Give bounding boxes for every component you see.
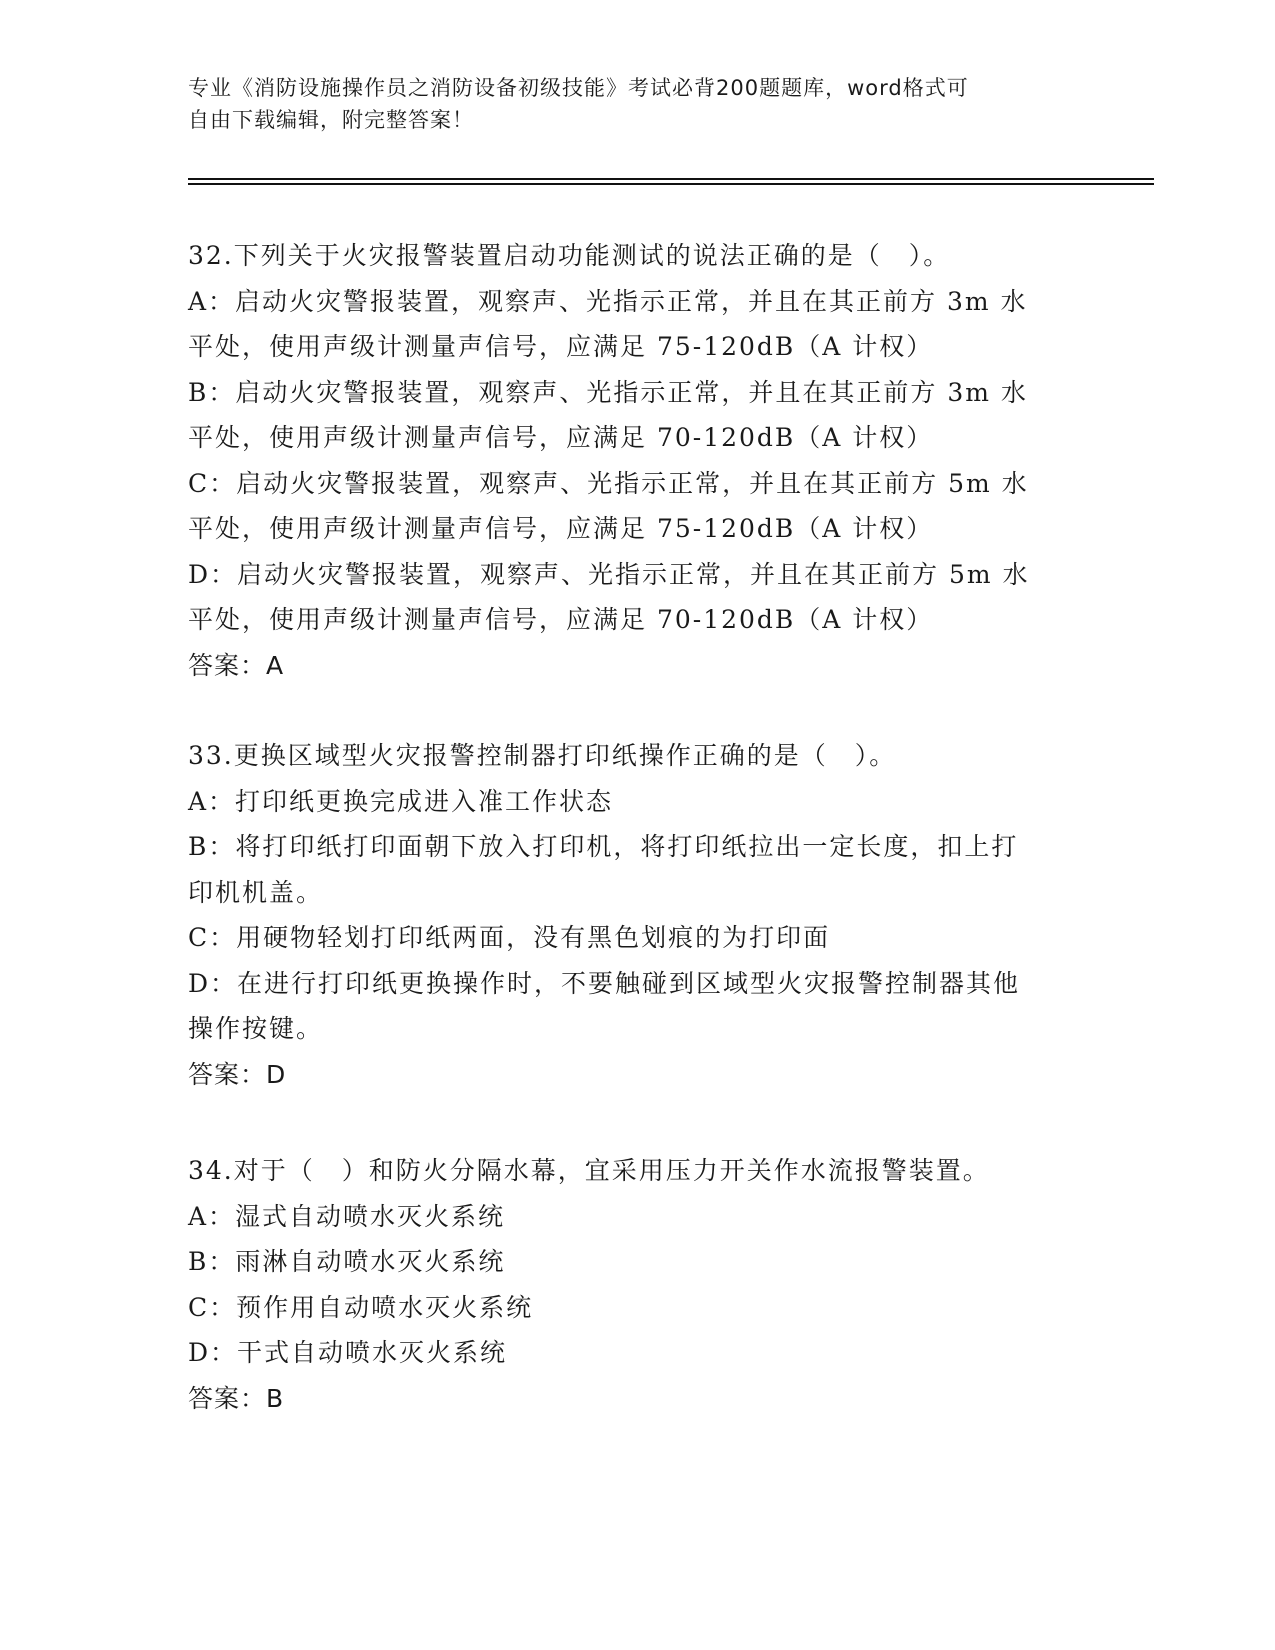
option-b-line-1: B：雨淋自动喷水灭火系统 bbox=[188, 1247, 506, 1276]
option-b-line-1: B：将打印纸打印面朝下放入打印机，将打印纸拉出一定长度，扣上打 bbox=[188, 832, 1019, 861]
option-c-line-1: C：预作用自动喷水灭火系统 bbox=[188, 1292, 534, 1322]
option-a-line-2: 平处，使用声级计测量声信号，应满足 75-120dB（A 计权） bbox=[188, 332, 934, 361]
option-a-line-1: A：启动火灾警报装置，观察声、光指示正常，并且在其正前方 3m 水 bbox=[188, 286, 1028, 316]
header-line-2: 自由下载编辑，附完整答案！ bbox=[188, 108, 474, 132]
option-c-line-1: C：用硬物轻划打印纸两面，没有黑色划痕的为打印面 bbox=[188, 923, 831, 952]
header-divider-top bbox=[188, 178, 1154, 180]
option-d-line-1: D：启动火灾警报装置，观察声、光指示正常，并且在其正前方 5m 水 bbox=[188, 559, 1030, 589]
answer-label: 答案：D bbox=[188, 1059, 287, 1089]
option-b-line-1: B：启动火灾警报装置，观察声、光指示正常，并且在其正前方 3m 水 bbox=[188, 377, 1028, 407]
answer-label: 答案：A bbox=[188, 650, 285, 680]
option-c-line-2: 平处，使用声级计测量声信号，应满足 75-120dB（A 计权） bbox=[188, 514, 934, 543]
question-stem: 33.更换区域型火灾报警控制器打印纸操作正确的是（ ）。 bbox=[188, 741, 897, 770]
header-divider-bottom bbox=[188, 183, 1154, 185]
option-d-line-1: D：干式自动喷水灭火系统 bbox=[188, 1338, 508, 1367]
question-33 bbox=[188, 733, 1088, 1097]
option-b-line-2: 平处，使用声级计测量声信号，应满足 70-120dB（A 计权） bbox=[188, 423, 934, 452]
option-d-line-1: D：在进行打印纸更换操作时，不要触碰到区域型火灾报警控制器其他 bbox=[188, 968, 1021, 998]
option-a-line-1: A：打印纸更换完成进入准工作状态 bbox=[188, 786, 614, 816]
question-stem: 34.对于（ ）和防火分隔水幕，宜采用压力开关作水流报警装置。 bbox=[188, 1156, 990, 1185]
question-34 bbox=[188, 1148, 1088, 1421]
option-b-line-2: 印机机盖。 bbox=[188, 877, 324, 907]
option-c-line-1: C：启动火灾警报装置，观察声、光指示正常，并且在其正前方 5m 水 bbox=[188, 468, 1029, 498]
question-32 bbox=[188, 233, 1088, 688]
option-d-line-2: 操作按键。 bbox=[188, 1014, 324, 1043]
option-a-line-1: A：湿式自动喷水灭火系统 bbox=[188, 1201, 506, 1231]
header-line-1: 专业《消防设施操作员之消防设备初级技能》考试必背200题题库，word格式可 bbox=[188, 76, 969, 100]
answer-label: 答案：B bbox=[188, 1383, 285, 1413]
option-d-line-2: 平处，使用声级计测量声信号，应满足 70-120dB（A 计权） bbox=[188, 605, 934, 634]
document-header bbox=[188, 72, 1088, 136]
question-stem: 32.下列关于火灾报警装置启动功能测试的说法正确的是（ ）。 bbox=[188, 241, 951, 270]
